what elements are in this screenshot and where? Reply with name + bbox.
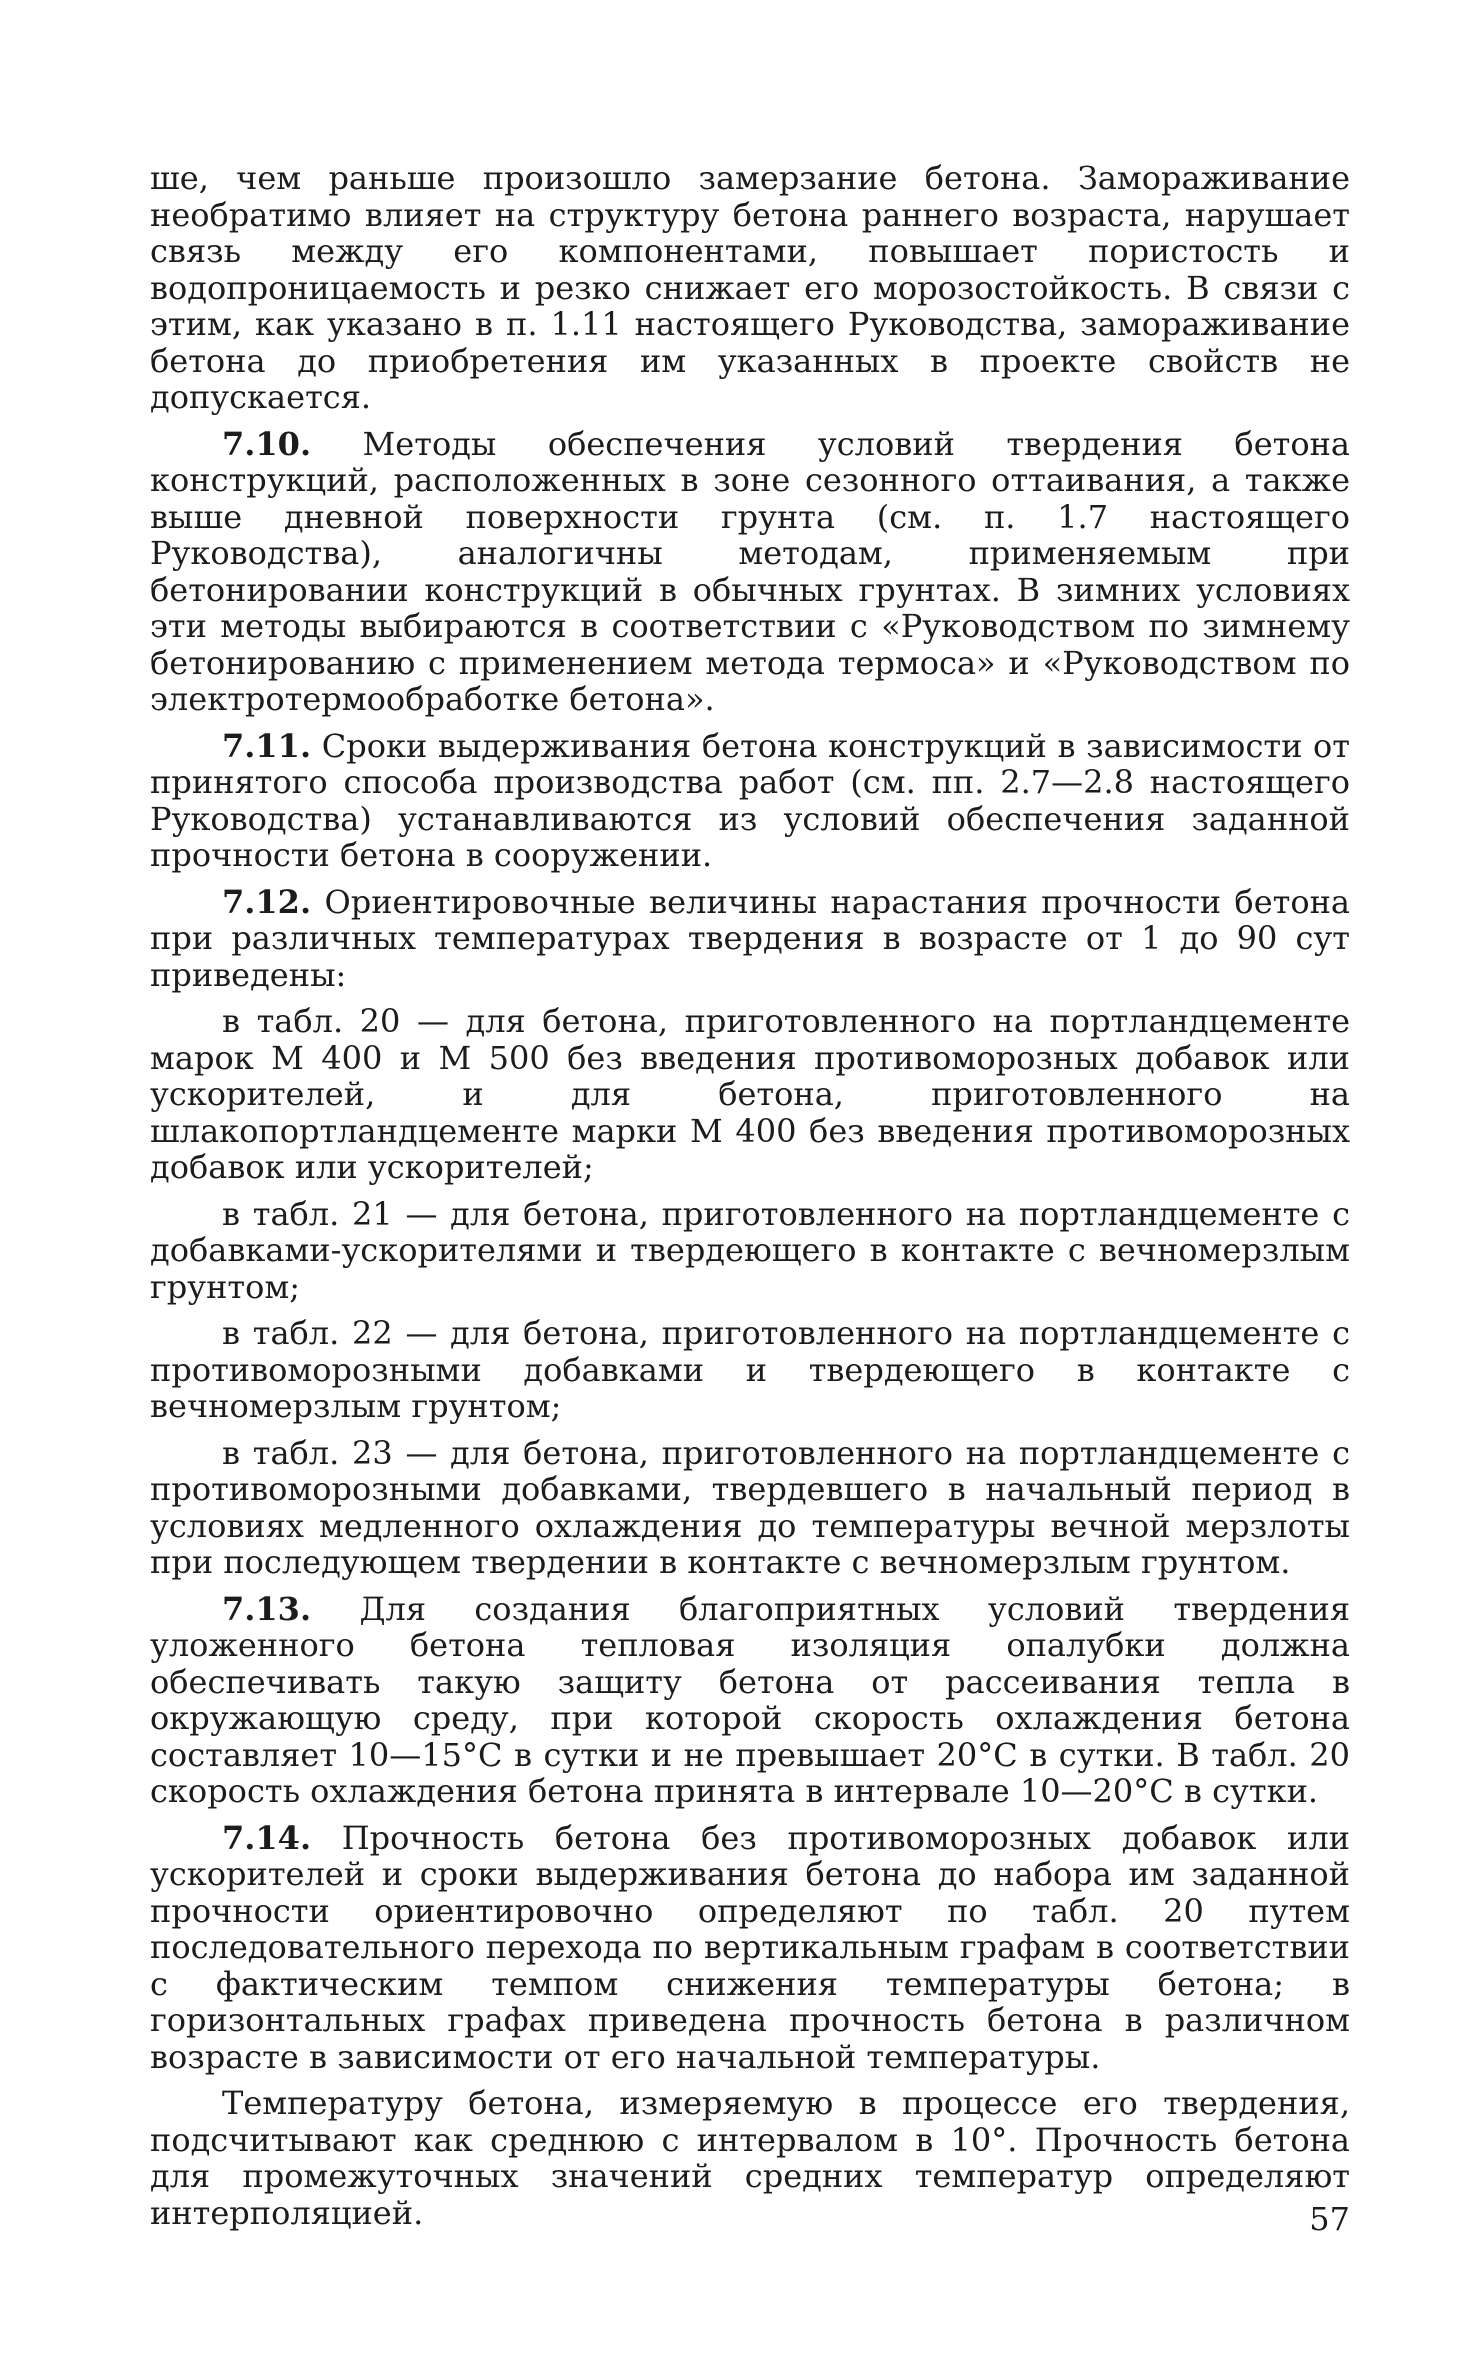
paragraph-temperature	[150, 2085, 1350, 2231]
list-item-table-23	[150, 1435, 1350, 1581]
paragraph-text: Методы обеспечения условий твердения бетона конструкций, расположенных в зоне сезонного оттаивания, а также выше дневной поверхности грунта (см. п. 1.7 настоящего Руководства), аналогичны методам, применяемым при бетонировании конструкций в обычных грунтах. В зимних условиях эти методы выбираются в соответствии с «Руководством по зимнему бетонированию с применением метода термоса» и «Руководством по электротермообработке бетона».	[150, 424, 1350, 718]
paragraph-text: ше, чем раньше произошло замерзание бетона. Замораживание необратимо влияет на структуру бетона раннего возраста, нарушает связь между его компонентами, повышает пористость и водопроницаемость и резко снижает его морозостойкость. В связи с этим, как указано в п. 1.11 настоящего Руководства, замораживание бетона до приобретения им указанных в проекте свойств не допускается.	[150, 159, 1350, 416]
section-number: 7.14.	[222, 1818, 312, 1857]
list-item-table-22	[150, 1315, 1350, 1425]
section-number: 7.11.	[222, 726, 312, 765]
list-item-table-21	[150, 1196, 1350, 1306]
paragraph-text: Ориентировочные величины нарастания прочности бетона при различных температурах твердения в возрасте от 1 до 90 сут приведены:	[150, 882, 1351, 994]
paragraph-text: Температуру бетона, измеряемую в процессе его твердения, подсчитывают как среднюю с интервалом в 10°. Прочность бетона для промежуточных значений средних температур определяют интерполяцией.	[150, 2084, 1350, 2232]
paragraph-text: Сроки выдерживания бетона конструкций в зависимости от принятого способа производства работ (см. пп. 2.7—2.8 настоящего Руководства) устанавливаются из условий обеспечения заданной прочности бетона в сооружении.	[150, 726, 1350, 874]
paragraph-text: в табл. 21 — для бетона, приготовленного на портландцементе с добавками-ускорителями и твердеющего в контакте с вечномерзлым грунтом;	[150, 1194, 1350, 1306]
paragraph-text: Для создания благоприятных условий твердения уложенного бетона тепловая изоляция опалубки должна обеспечивать такую защиту бетона от рассеивания тепла в окружающую среду, при которой скорость охлаждения бетона составляет 10—15°С в сутки и не превышает 20°С в сутки. В табл. 20 скорость охлаждения бетона принята в интервале 10—20°С в сутки.	[150, 1589, 1351, 1810]
paragraph-continuation	[150, 160, 1350, 416]
section-number: 7.12.	[222, 882, 312, 921]
list-item-table-20	[150, 1003, 1350, 1186]
paragraph-text: Прочность бетона без противоморозных добавок или ускорителей и сроки выдерживания бетона до набора им заданной прочности ориентировочно определяют по табл. 20 путем последовательного перехода по вертикальным графам в соответствии с фактическим темпом снижения температуры бетона; в горизонтальных графах приведена прочность бетона в различном возрасте в зависимости от его начальной температуры.	[150, 1818, 1351, 2076]
paragraph-7-11	[150, 728, 1350, 874]
page-number: 57	[1309, 2200, 1350, 2238]
section-number: 7.10.	[222, 424, 312, 463]
paragraph-7-14	[150, 1820, 1350, 2076]
body-text	[150, 160, 1350, 2241]
paragraph-7-12	[150, 884, 1350, 994]
paragraph-7-10	[150, 426, 1350, 718]
paragraph-text: в табл. 23 — для бетона, приготовленного на портландцементе с противоморозными добавками, твердевшего в начальный период в условиях медленного охлаждения до температуры вечной мерзлоты при последующем твердении в контакте с вечномерзлым грунтом.	[150, 1433, 1350, 1581]
section-number: 7.13.	[222, 1589, 312, 1628]
paragraph-7-13	[150, 1591, 1350, 1810]
paragraph-text: в табл. 22 — для бетона, приготовленного на портландцементе с противоморозными добавками и твердеющего в контакте с вечномерзлым грунтом;	[150, 1314, 1350, 1425]
paragraph-text: в табл. 20 — для бетона, приготовленного на портландцементе марок М 400 и М 500 без введения противоморозных добавок или ускорителей, и для бетона, приготовленного на шлакопортландцементе марки М 400 без введения противоморозных добавок или ускорителей;	[150, 1002, 1350, 1186]
